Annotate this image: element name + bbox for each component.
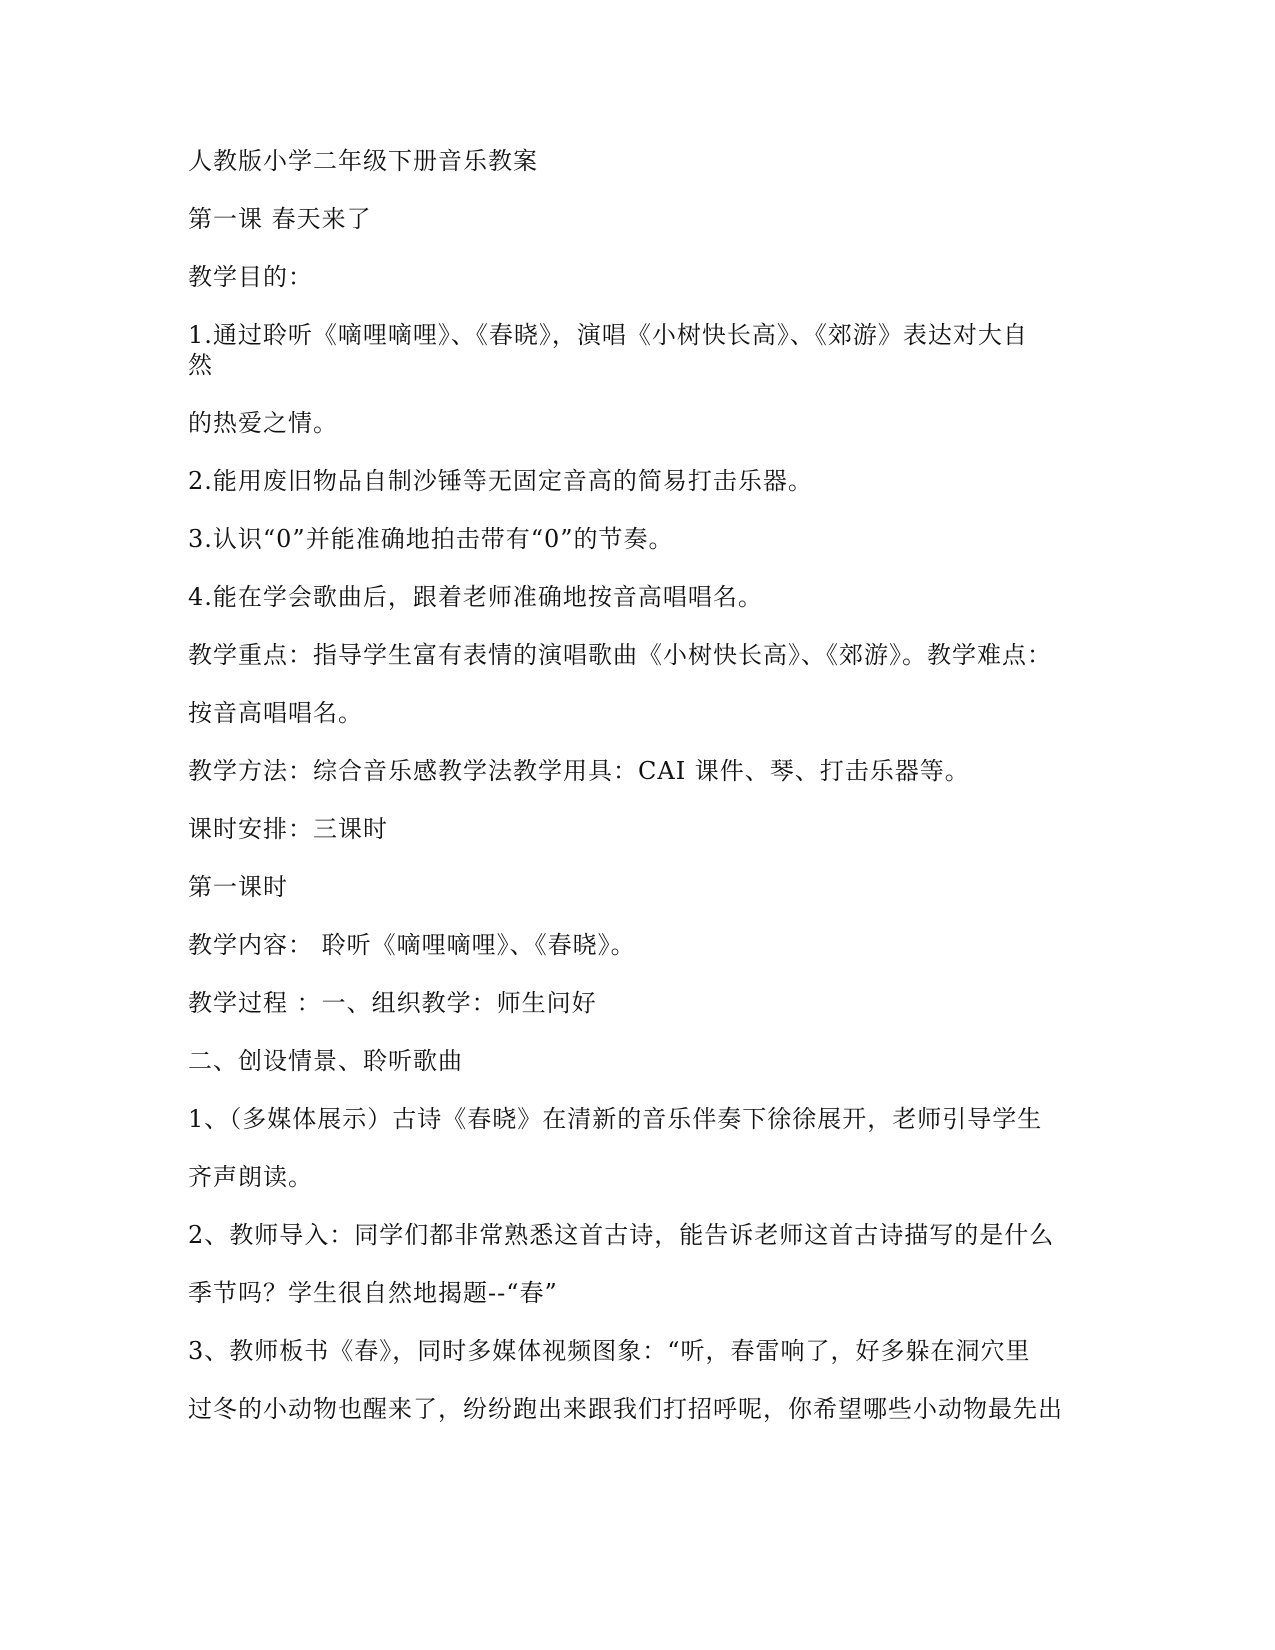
text-line: 2.能用废旧物品自制沙锤等无固定音高的简易打击乐器。 [188, 467, 813, 495]
text-line: 按音高唱唱名。 [188, 699, 363, 727]
text-line: 教学过程 ：一、组织教学：师生问好 [188, 989, 597, 1017]
text-line: 1.通过聆听《嘀哩嘀哩》、《春晓》，演唱《小树快长高》、《郊游》表达对大自 [188, 321, 1028, 349]
text-line: 1、（多媒体展示）古诗《春晓》在清新的音乐伴奏下徐徐展开，老师引导学生 [188, 1105, 1043, 1133]
text-line: 2、教师导入：同学们都非常熟悉这首古诗，能告诉老师这首古诗描写的是什么 [188, 1221, 1055, 1249]
text-line: 季节吗？学生很自然地揭题--“春” [188, 1279, 558, 1307]
text-line: 二、创设情景、聆听歌曲 [188, 1047, 463, 1075]
text-line: 然 [188, 351, 213, 379]
text-line: 第一课时 [188, 873, 288, 901]
text-line: 课时安排：三课时 [188, 815, 388, 843]
text-line: 3、教师板书《春》，同时多媒体视频图象：“听，春雷响了，好多躲在洞穴里 [188, 1337, 1031, 1365]
document-title: 人教版小学二年级下册音乐教案 [188, 147, 538, 175]
text-line: 教学重点：指导学生富有表情的演唱歌曲《小树快长高》、《郊游》。教学难点： [188, 641, 1052, 669]
text-line: 的热爱之情。 [188, 409, 338, 437]
text-line: 教学内容： 聆听《嘀哩嘀哩》、《春晓》。 [188, 931, 636, 959]
text-line: 齐声朗读。 [188, 1163, 313, 1191]
text-line: 过冬的小动物也醒来了，纷纷跑出来跟我们打招呼呢，你希望哪些小动物最先出 [188, 1395, 1063, 1423]
text-line: 教学方法：综合音乐感教学法教学用具：CAI 课件、琴、打击乐器等。 [188, 757, 970, 785]
text-line: 4.能在学会歌曲后，跟着老师准确地按音高唱唱名。 [188, 583, 763, 611]
lesson-heading: 第一课 春天来了 [188, 205, 372, 233]
text-line: 3.认识“0”并能准确地拍击带有“0”的节奏。 [188, 525, 674, 553]
section-heading: 教学目的： [188, 263, 313, 291]
